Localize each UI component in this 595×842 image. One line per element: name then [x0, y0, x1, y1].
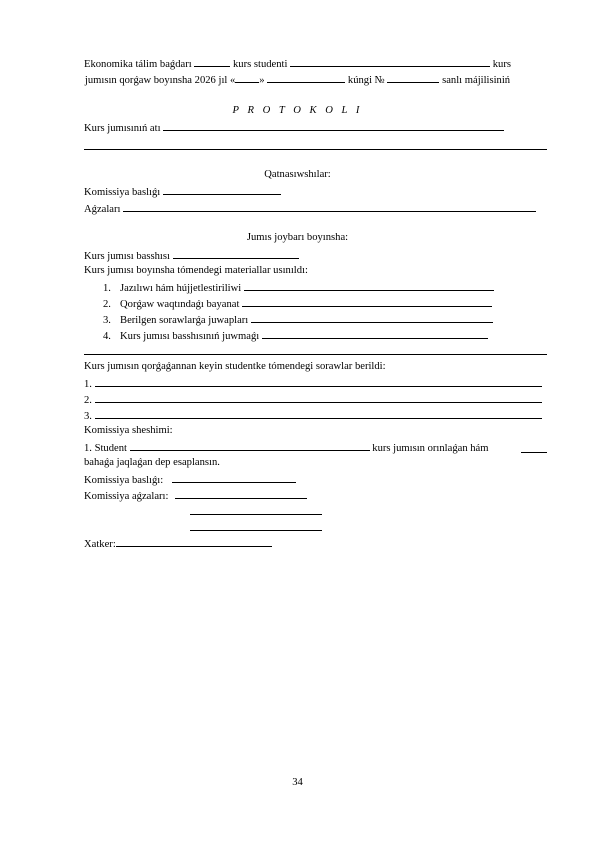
- questions-intro: Kurs jumısın qorǵaǵannan keyin studentke tómendegi sorawlar berildi:: [84, 361, 386, 372]
- chair-line: [84, 184, 281, 199]
- question-line: [84, 392, 542, 407]
- decision-chair-blank: [172, 472, 296, 483]
- list-number: 3.: [103, 315, 111, 326]
- decision-grade-line: bahaǵa jaqlaǵan dep esaplansın.: [84, 457, 220, 468]
- list-item-text: Qorǵaw waqtındaǵı bayanat: [120, 299, 240, 310]
- decision-member-line-3: [190, 520, 322, 535]
- decision-completed-text: kurs jumısın orınlaǵan hám: [372, 443, 489, 454]
- question-line: [84, 408, 542, 423]
- header-student-label: kurs studenti: [232, 59, 288, 70]
- question-number: 2.: [84, 395, 92, 406]
- members-line: [84, 201, 536, 216]
- question-blank: [95, 376, 542, 387]
- decision-member-line-2: [190, 504, 322, 519]
- topic-label: Kurs jumısınıń atı: [84, 123, 161, 134]
- header-date-close: »: [259, 75, 265, 86]
- decision-members-label: Komissiya aǵzaları:: [84, 491, 169, 502]
- list-item-blank: [262, 328, 488, 339]
- plan-heading: Jumıs joybarı boyınsha:: [246, 232, 349, 243]
- direction-blank: [194, 56, 230, 67]
- decision-chair-label: Komissiya baslıǵı:: [84, 475, 164, 486]
- page-title: P R O T O K O L I: [232, 105, 363, 116]
- decision-student-line: [84, 440, 547, 455]
- secretary-label: Xatker:: [84, 539, 116, 550]
- attendees-heading: Qatnasıwshılar:: [264, 169, 331, 180]
- header-course-label: kurs: [492, 59, 511, 70]
- question-number: 3.: [84, 411, 92, 422]
- topic-line: [84, 120, 504, 135]
- list-item-text: Berilgen sorawlarǵa juwapları: [120, 315, 249, 326]
- list-item-blank: [242, 296, 492, 307]
- day-blank: [235, 72, 259, 83]
- list-item-blank: [251, 312, 493, 323]
- list-number: 2.: [103, 299, 111, 310]
- secretary-line: [84, 536, 272, 551]
- materials-intro: Kurs jumısı boyınsha tómendegi materiallar usınıldı:: [84, 265, 308, 276]
- question-blank: [95, 408, 542, 419]
- header-number-label: kúngi №: [347, 75, 385, 86]
- chair-label: Komissiya baslıǵı: [84, 187, 161, 198]
- header-date-label: jumısın qorǵaw boyınsha 2026 jıl «: [84, 75, 236, 86]
- question-number: 1.: [84, 379, 92, 390]
- list-item: [103, 312, 493, 327]
- list-number: 4.: [103, 331, 111, 342]
- topic-blank: [163, 120, 504, 131]
- members-label: Aǵzaları: [84, 204, 121, 215]
- decision-member-blank: [190, 504, 322, 515]
- decision-member-blank: [190, 520, 322, 531]
- decision-heading: Komissiya sheshimi:: [84, 425, 173, 436]
- month-blank: [267, 72, 345, 83]
- student-name-blank: [130, 440, 370, 451]
- chair-blank: [163, 184, 281, 195]
- header-line-2: [0, 72, 595, 87]
- supervisor-label: Kurs jumısı basshısı: [84, 251, 170, 262]
- list-item-text: Jazılıwı hám hújjetlestiriliwi: [120, 283, 242, 294]
- header-meeting-label: sanlı májilisiniń: [442, 75, 511, 86]
- list-item-text: Kurs jumısı basshısınıń juwmaǵı: [120, 331, 260, 342]
- grade-blank: [521, 442, 547, 453]
- supervisor-line: [84, 248, 299, 263]
- header-line-1: [0, 56, 595, 71]
- number-blank: [387, 72, 439, 83]
- page-number: 34: [292, 777, 303, 788]
- decision-members-line: [84, 488, 307, 503]
- header-direction-label: Ekonomika tálim baǵdarı: [83, 59, 192, 70]
- supervisor-blank: [173, 248, 299, 259]
- question-blank: [95, 392, 542, 403]
- members-blank: [123, 201, 536, 212]
- student-blank: [290, 56, 490, 67]
- list-item: [103, 296, 492, 311]
- decision-member-blank: [175, 488, 307, 499]
- decision-chair-line: [84, 472, 296, 487]
- list-item-blank: [244, 280, 494, 291]
- list-item: [103, 328, 488, 343]
- plan-end-line: [84, 354, 547, 355]
- secretary-blank: [116, 536, 272, 547]
- list-item: [103, 280, 494, 295]
- list-number: 1.: [103, 283, 111, 294]
- topic-continuation-line: [84, 149, 547, 150]
- question-line: [84, 376, 542, 391]
- decision-student-label: 1. Student: [84, 443, 127, 454]
